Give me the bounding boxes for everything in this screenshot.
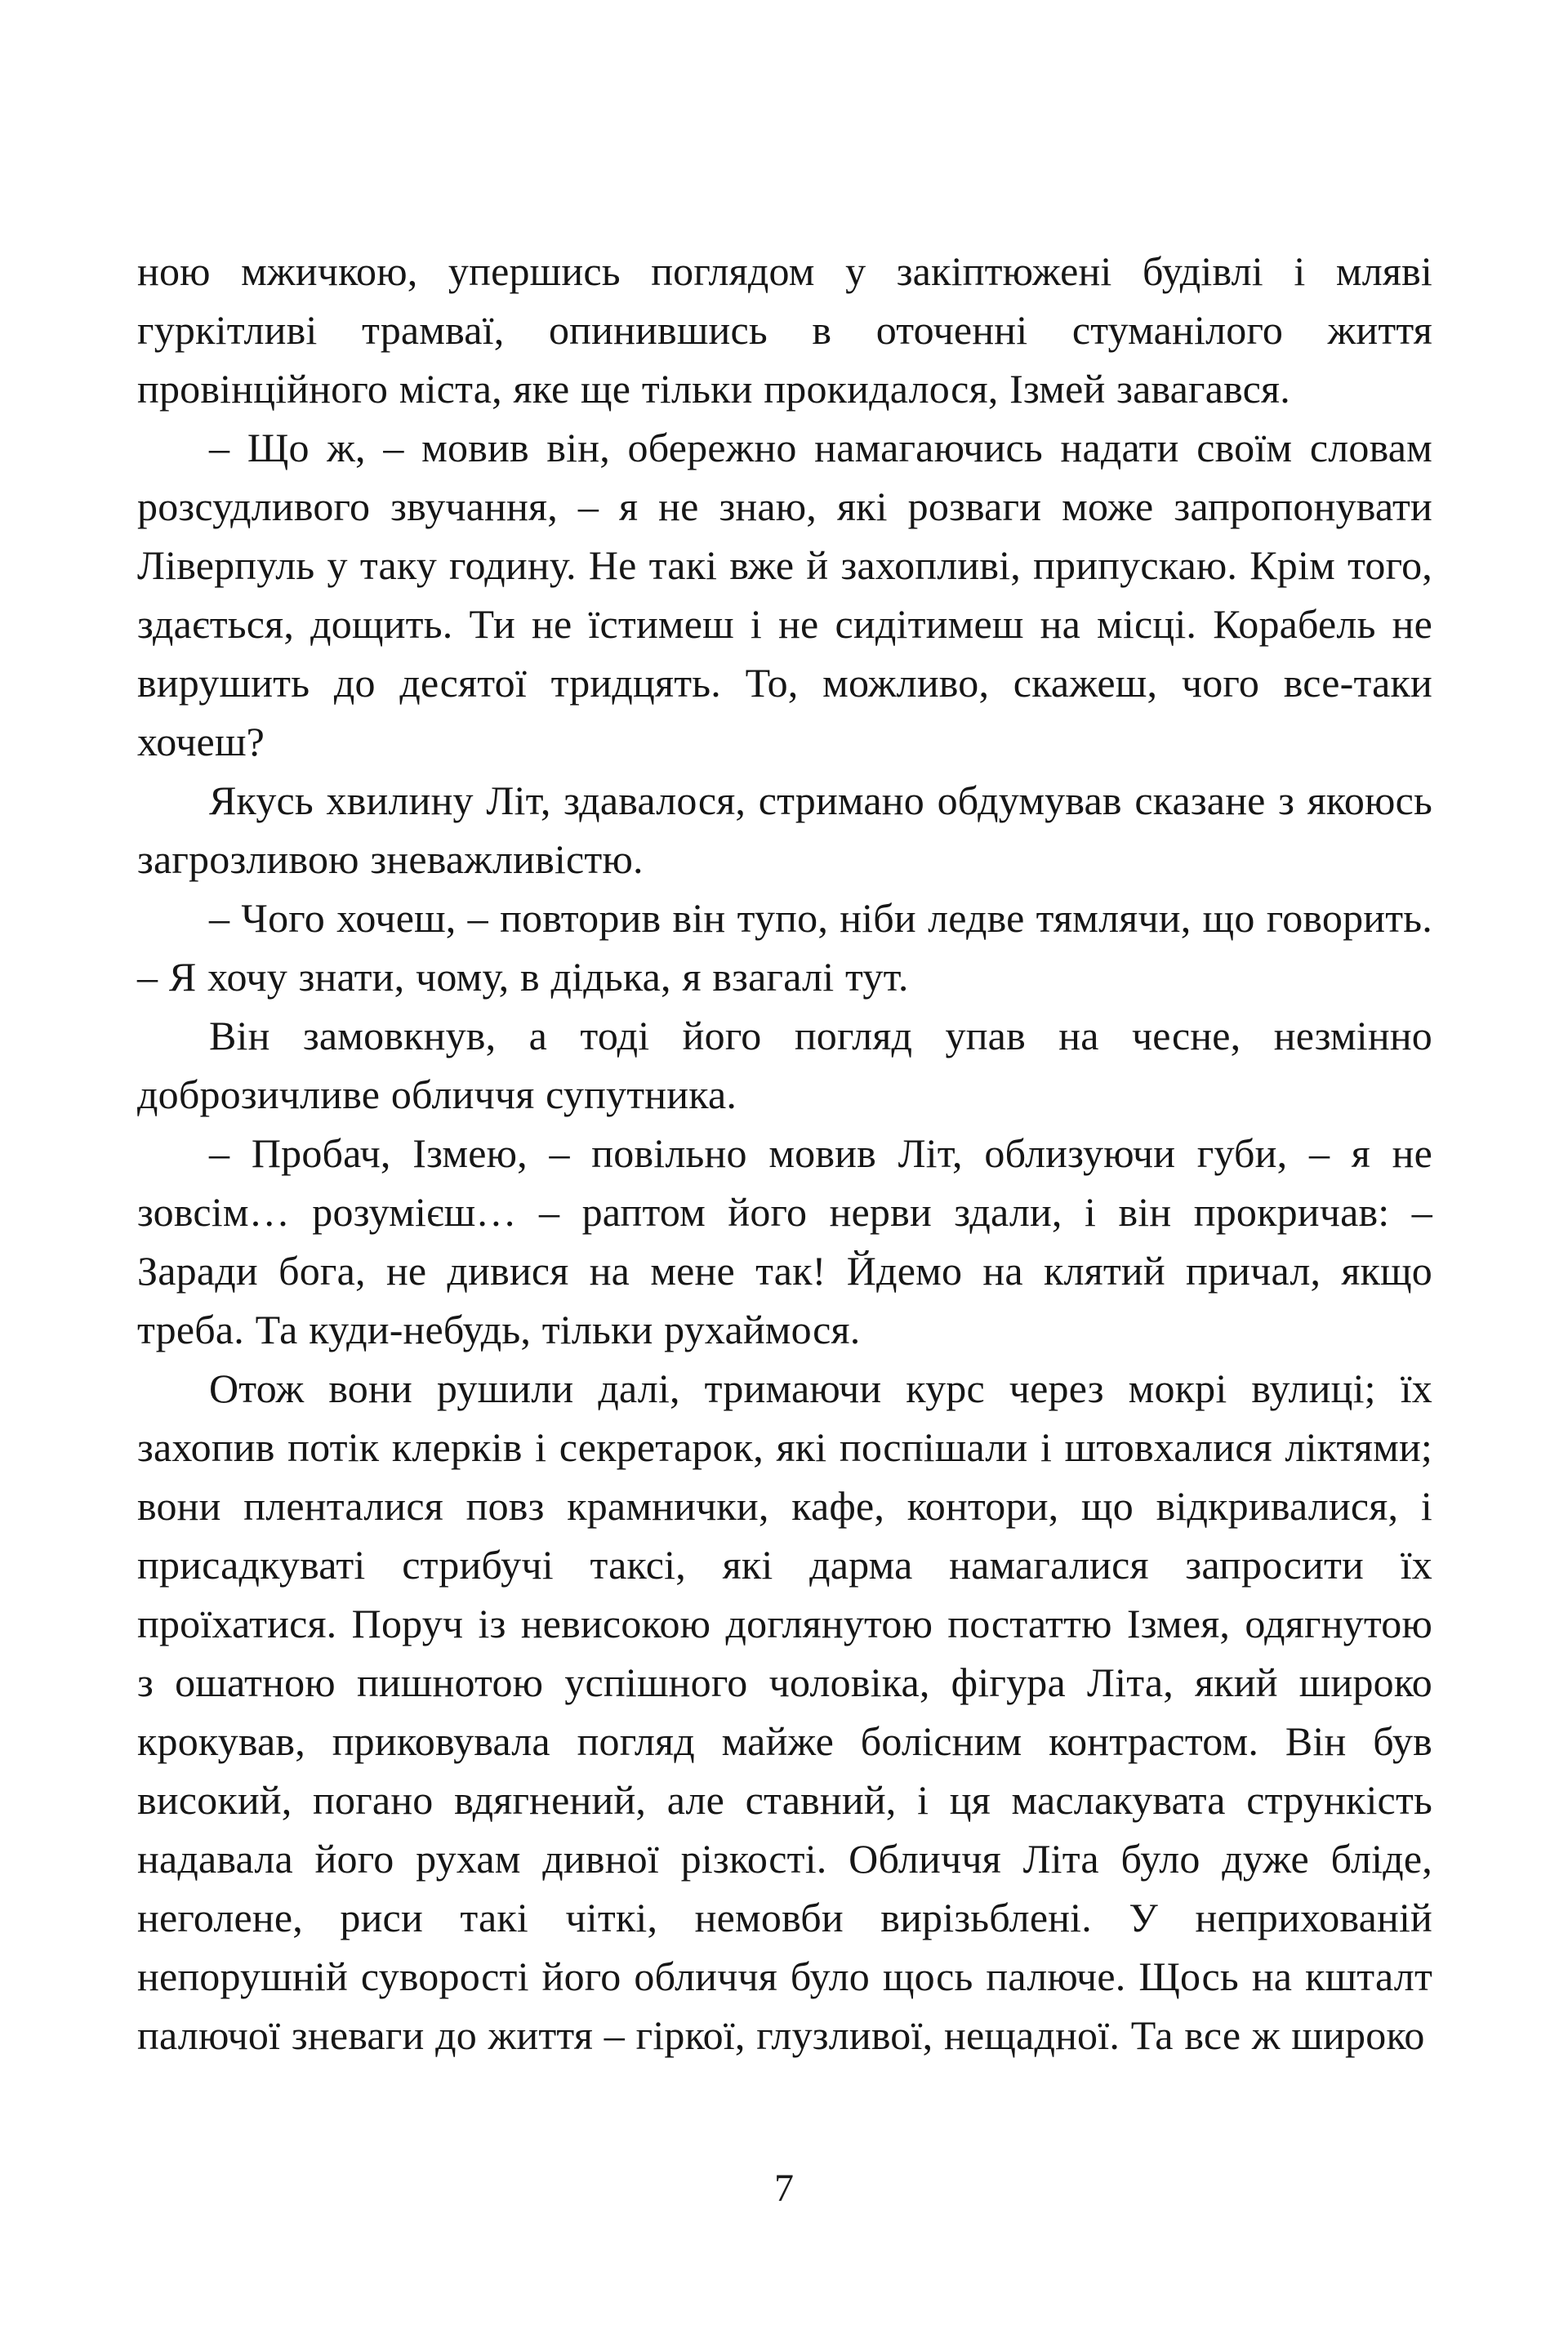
paragraph: – Пробач, Ізмею, – повільно мовив Літ, облизуючи губи, – я не зовсім… розумієш… – раптом його нерви здали, і він прокричав: – Заради бога, не дивися на мене так! Йдемо на клятий причал, якщо треба. Та куди-небудь, тільки рухаймося. <box>137 1130 1432 1352</box>
text-block <box>137 242 1432 2065</box>
page-number: 7 <box>774 2167 794 2210</box>
paragraph: Якусь хвилину Літ, здавалося, стримано обдумував сказане з якоюсь загрозливою зневажливістю. <box>137 777 1432 882</box>
paragraph: – Що ж, – мовив він, обережно намагаючись надати своїм словам розсудливого звучання, – я не знаю, які розваги може запропонувати Ліверпуль у таку годину. Не такі вже й захопливі, припускаю. Крім того, здається, дощить. Ти не їстимеш і не сидітимеш на місці. Корабель не вирушить до десятої тридцять. То, можливо, скажеш, чого все-таки хочеш? <box>137 425 1432 764</box>
paragraph: – Чого хочеш, – повторив він тупо, ніби ледве тямлячи, що говорить. – Я хочу знати, чому, в дідька, я взагалі тут. <box>137 895 1432 1000</box>
paragraph-continuation: ною мжичкою, упершись поглядом у закіптюжені будівлі і мляві гуркітливі трамваї, опинившись в оточенні стуманілого життя провінційного міста, яке ще тільки прокидалося, Ізмей завагався. <box>137 248 1432 412</box>
paragraph: Отож вони рушили далі, тримаючи курс через мокрі вулиці; їх захопив потік клерків і секретарок, які поспішали і штовхалися ліктями; вони пленталися повз крамнички, кафе, контори, що відкривалися, і присадкуваті стрибучі таксі, які дарма намагалися запросити їх проїхатися. Поруч із невисокою доглянутою постаттю Ізмея, одягнутою з ошатною пишнотою успішного чоловіка, фігура Літа, який широко крокував, приковувала погляд майже болісним контрастом. Він був високий, погано вдягнений, але ставний, і ця маслакувата стрункість надавала його рухам дивної різкості. Обличчя Літа було дуже бліде, неголене, риси такі чіткі, немовби вирізьблені. У неприхованій непорушній суворості його обличчя було щось палюче. Щось на кшталт палючої зневаги до життя – гіркої, глузливої, нещадної. Та все ж широко <box>137 1365 1432 2058</box>
paragraph: Він замовкнув, а тоді його погляд упав на чесне, незмінно доброзичливе обличчя супутника. <box>137 1013 1432 1117</box>
